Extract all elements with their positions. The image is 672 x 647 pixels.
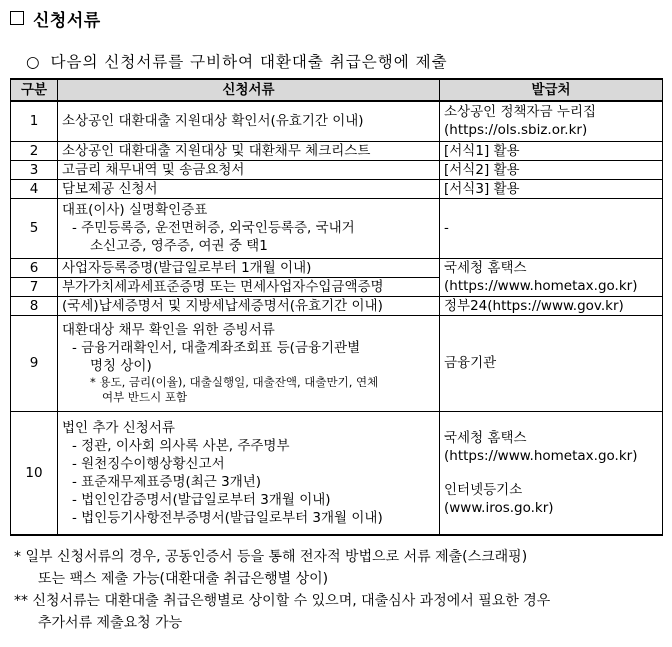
checkbox-icon [10, 11, 24, 25]
document-line: 고금리 채무내역 및 송금요청서 [62, 161, 245, 178]
header-issuer: 발급처 [440, 79, 663, 101]
document-subline: - 표준재무제표증명(최근 3개년) [72, 473, 262, 490]
row-number: 9 [11, 315, 58, 411]
row-document [58, 315, 440, 411]
document-line: 부가가치세과세표준증명 또는 면세사업자수입금액증명 [62, 278, 384, 295]
row-document [58, 101, 440, 141]
row-number: 1 [11, 101, 58, 141]
document-footnote: 여부 반드시 포함 [102, 390, 188, 404]
row-issuer [440, 277, 663, 296]
document-line: (국세)납세증명서 및 지방세납세증명서(유효기간 이내) [62, 297, 383, 314]
intro-text: 다음의 신청서류를 구비하여 대환대출 취급은행에 제출 [50, 53, 448, 71]
issuer-url: (www.iros.go.kr) [444, 499, 554, 516]
footnote-mark: ** [14, 593, 28, 609]
section-title [10, 6, 101, 30]
footnote-text: 신청서류는 대환대출 취급은행별로 상이할 수 있으며, 대출심사 과정에서 필요한 경우 [32, 593, 551, 609]
table-header-row [11, 79, 663, 101]
row-document [58, 277, 440, 296]
table-row [11, 101, 663, 141]
row-issuer [440, 258, 663, 277]
row-issuer [440, 179, 663, 198]
row-document [58, 198, 440, 258]
row-issuer [440, 198, 663, 258]
table-row [11, 296, 663, 315]
row-number: 6 [11, 258, 58, 277]
documents-table [10, 78, 663, 536]
row-issuer [440, 315, 663, 411]
row-document [58, 258, 440, 277]
document-line: 대표(이사) 실명확인증표 [62, 202, 208, 218]
row-document [58, 296, 440, 315]
row-number: 4 [11, 179, 58, 198]
footnote-text: 일부 신청서류의 경우, 공동인증서 등을 통해 전자적 방법으로 서류 제출(스크래핑) [25, 549, 528, 565]
footnote-mark: * [14, 549, 21, 565]
intro-line [26, 50, 448, 72]
issuer-url: (https://ols.sbiz.or.kr) [444, 122, 588, 139]
footnote-2-continued: 추가서류 제출요청 가능 [38, 615, 183, 631]
document-line: 대환대상 채무 확인을 위한 증빙서류 [62, 322, 275, 338]
table-row [11, 315, 663, 411]
issuer-spacer [444, 465, 658, 481]
footnote-2 [14, 590, 664, 612]
issuer-line: - [444, 220, 449, 236]
row-number: 8 [11, 296, 58, 315]
footnote-1-continued: 또는 팩스 제출 가능(대환대출 취급은행별 상이) [38, 571, 329, 587]
document-subline: - 금융거래확인서, 대출계좌조회표 등(금융기관별 [72, 340, 361, 356]
table-row [11, 179, 663, 198]
footnote-1 [14, 546, 664, 568]
row-document [58, 179, 440, 198]
document-subline: - 정관, 이사회 의사록 사본, 주주명부 [72, 437, 290, 454]
document-line: 소상공인 대환대출 지원대상 확인서(유효기간 이내) [62, 113, 364, 130]
row-issuer [440, 101, 663, 141]
row-number: 2 [11, 141, 58, 160]
header-no: 구분 [11, 79, 58, 101]
issuer-line: [서식1] 활용 [444, 142, 520, 159]
document-line: 소상공인 대환대출 지원대상 및 대환채무 체크리스트 [62, 142, 371, 159]
footnotes [14, 546, 664, 634]
header-document: 신청서류 [58, 79, 440, 101]
document-subline: - 주민등록증, 운전면허증, 외국인등록증, 국내거 [72, 220, 355, 236]
table-row [11, 411, 663, 535]
table-row [11, 277, 663, 296]
row-number: 10 [11, 411, 58, 535]
row-document [58, 141, 440, 160]
issuer-line: [서식3] 활용 [444, 180, 520, 197]
document-subline: - 법인등기사항전부증명서(발급일로부터 3개월 이내) [72, 509, 383, 526]
row-number: 3 [11, 160, 58, 179]
document-footnote: * 용도, 금리(이율), 대출실행일, 대출잔액, 대출만기, 연체 [90, 375, 379, 389]
row-document [58, 411, 440, 535]
document-line: 사업자등록증명(발급일로부터 1개월 이내) [62, 259, 312, 276]
issuer-url: (https://www.hometax.go.kr) [444, 278, 638, 295]
issuer-line: 국세청 홈택스 [444, 429, 527, 446]
table-row [11, 141, 663, 160]
row-issuer [440, 411, 663, 535]
document-subline: - 법인인감증명서(발급일로부터 3개월 이내) [72, 491, 331, 508]
issuer-line: 소상공인 정책자금 누리집 [444, 104, 597, 121]
section-title-text: 신청서류 [33, 10, 101, 31]
table-row [11, 258, 663, 277]
row-issuer [440, 296, 663, 315]
document-subline: 명칭 상이) [90, 358, 152, 374]
issuer-line: [서식2] 활용 [444, 161, 520, 178]
issuer-line: 국세청 홈택스 [444, 259, 527, 276]
row-issuer [440, 160, 663, 179]
row-number: 7 [11, 277, 58, 296]
row-number: 5 [11, 198, 58, 258]
document-subline: 소신고증, 영주증, 여권 중 택1 [90, 238, 268, 254]
table-row [11, 160, 663, 179]
document-subline: - 원천징수이행상황신고서 [72, 455, 225, 472]
issuer-url: (https://www.hometax.go.kr) [444, 447, 638, 464]
document-line: 법인 추가 신청서류 [62, 419, 175, 436]
issuer-line: 정부24(https://www.gov.kr) [444, 297, 624, 314]
issuer-line: 금융기관 [444, 355, 497, 371]
circle-bullet-icon: ○ [26, 53, 41, 71]
table-row [11, 198, 663, 258]
row-issuer [440, 141, 663, 160]
issuer-line: 인터넷등기소 [444, 481, 523, 498]
document-line: 담보제공 신청서 [62, 180, 158, 197]
row-document [58, 160, 440, 179]
